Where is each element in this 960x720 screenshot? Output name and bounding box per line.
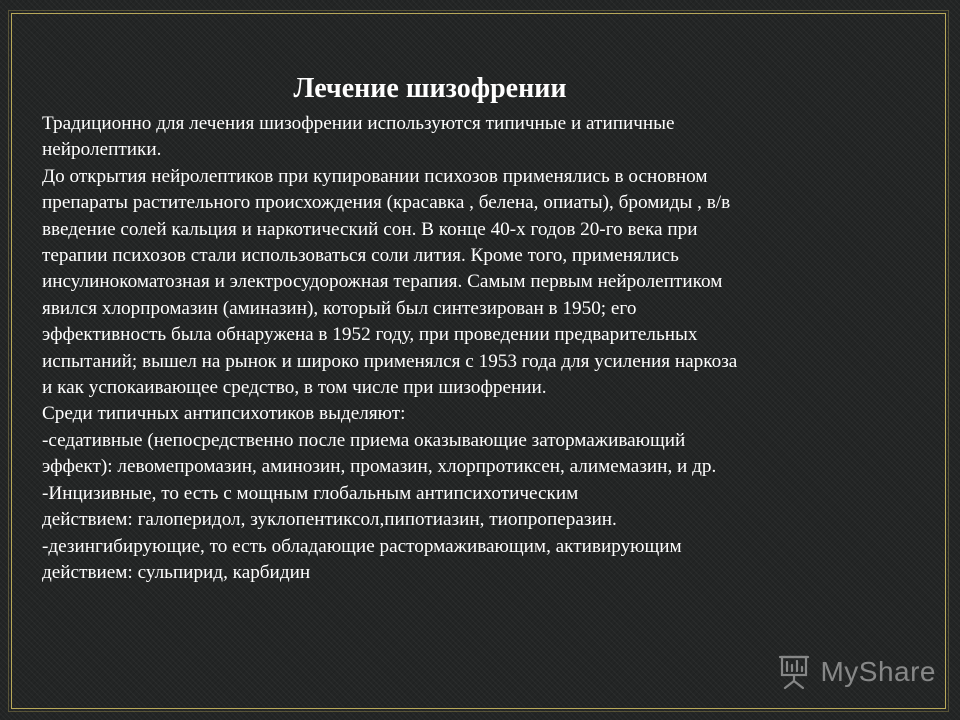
body-line: эффективность была обнаружена в 1952 году, при проведении предварительных bbox=[42, 324, 698, 346]
body-line: терапии психозов стали использоваться соли лития. Кроме того, применялись bbox=[42, 245, 679, 267]
body-line: препараты растительного происхождения (красавка , белена, опиаты), бромиды , в/в bbox=[42, 192, 731, 214]
presentation-board-icon bbox=[774, 654, 814, 690]
body-line: явился хлорпромазин (аминазин), который был синтезирован в 1950; его bbox=[42, 297, 637, 319]
body-line: действием: галоперидол, зуклопентиксол,пипотиазин, тиопроперазин. bbox=[42, 509, 617, 531]
body-line: Традиционно для лечения шизофрении используются типичные и атипичные bbox=[42, 113, 675, 134]
body-line: -Инцизивные, то есть с мощным глобальным антипсихотическим bbox=[42, 482, 579, 504]
body-line: введение солей кальция и наркотический сон. В конце 40-х годов 20-го века при bbox=[42, 218, 698, 240]
body-line: Среди типичных антипсихотиков выделяют: bbox=[42, 403, 406, 425]
body-line: испытаний; вышел на рынок и широко применялся с 1953 года для усиления наркоза bbox=[42, 350, 738, 372]
watermark-text: MyShare bbox=[820, 656, 936, 687]
body-line: нейролептики. bbox=[42, 139, 162, 161]
body-line: эффект): левомепромазин, аминозин, промазин, хлорпротиксен, алимемазин, и др. bbox=[42, 456, 717, 478]
body-line: -дезингибирующие, то есть обладающие растормаживающим, активирующим bbox=[42, 535, 682, 557]
slide-title: Лечение шизофрении bbox=[293, 73, 567, 104]
myshared-watermark bbox=[774, 654, 936, 690]
slide-body-text bbox=[42, 111, 932, 586]
body-line: и как успокаивающее средство, в том числе при шизофрении. bbox=[42, 377, 547, 399]
body-line: действием: сульпирид, карбидин bbox=[42, 561, 311, 583]
body-line: инсулинокоматозная и электросудорожная терапия. Самым первым нейролептиком bbox=[42, 271, 723, 293]
body-line: -седативные (непосредственно после приема оказывающие затормаживающий bbox=[42, 429, 686, 451]
body-line: До открытия нейролептиков при купировании психозов применялись в основном bbox=[42, 165, 708, 187]
